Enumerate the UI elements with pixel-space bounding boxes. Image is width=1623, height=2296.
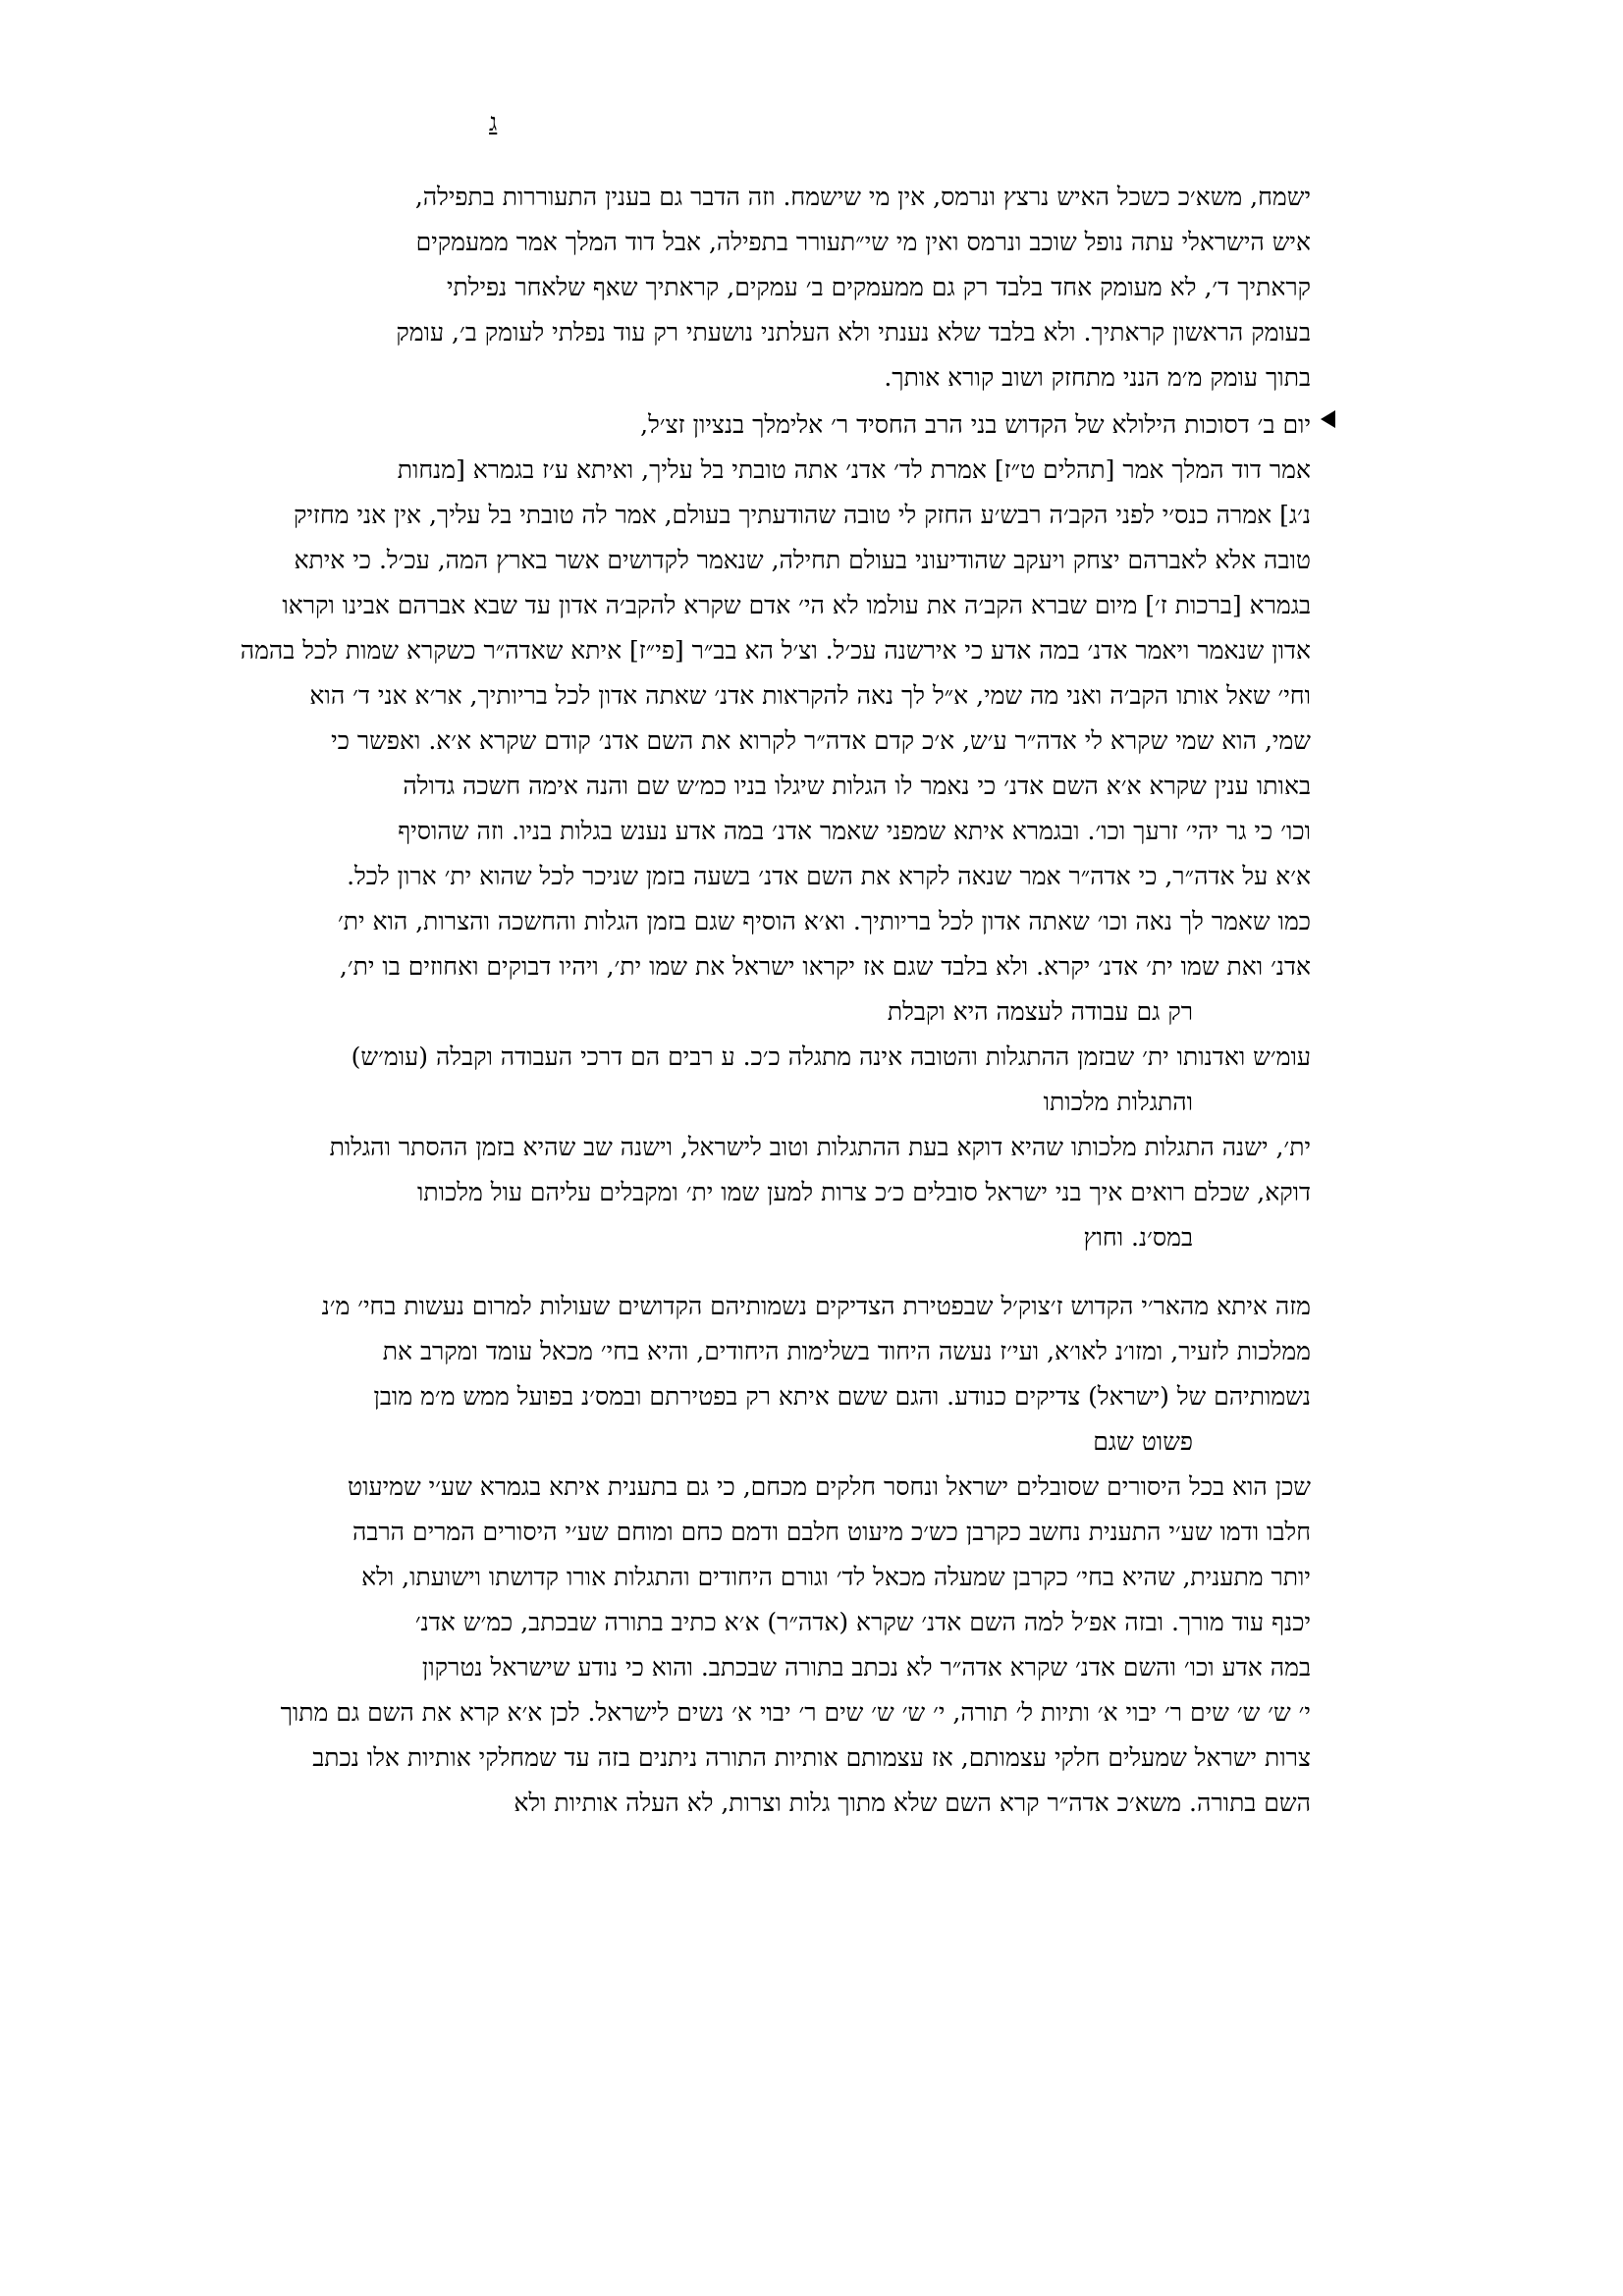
text-line: וכו׳ כי גר יהי׳ זרעך וכו׳. ובגמרא איתא שמפני שאמר אדנ׳ במה אדע נענש בגלות בניו. וזה שהוסיף xyxy=(398,817,1311,845)
inserted-text-line: במס׳נ. וחוץ xyxy=(1083,1223,1193,1252)
text-line: א׳א על אדה״ר, כי אדה״ר אמר שנאה לקרא את השם אדנ׳ בשעה בזמן שניכר לכל שהוא ית׳ ארון לכל. xyxy=(347,862,1311,890)
inserted-text-line: והתגלות מלכותו xyxy=(1043,1088,1193,1116)
text-line: שכן הוא בכל היסורים שסובלים ישראל ונחסר חלקים מכחם, כי גם בתענית איתא בגמרא שע׳י שמיעוט xyxy=(347,1472,1311,1501)
inserted-text-line: פשוט שגם xyxy=(1093,1427,1193,1456)
text-line: איש הישראלי עתה נופל שוכב ונרמס ואין מי שי״תעורר בתפילה, אבל דוד המלך אמר ממעמקים xyxy=(415,228,1311,256)
text-line: בגמרא [ברכות ז׳] מיום שברא הקב׳ה את עולמו לא הי׳ אדם שקרא להקב׳ה אדון עד שבא אברהם אבינו וקראו xyxy=(282,591,1311,619)
text-line: באותו ענין שקרא א׳א השם אדנ׳ כי נאמר לו הגלות שיגלו בניו כמ׳ש שם והנה אימה חשכה גדולה xyxy=(403,772,1311,800)
text-line: קראתיך ד׳, לא מעומק אחד בלבד רק גם ממעמקים ב׳ עמקים, קראתיך שאף שלאחר נפילתי xyxy=(447,273,1311,301)
inserted-text-line: רק גם עבודה לעצמה היא וקבלת xyxy=(887,997,1193,1026)
text-line: בתוך עומק מ׳מ הנני מתחזק ושוב קורא אותך. xyxy=(884,363,1311,392)
text-line: ישמח, משא׳כ כשכל האיש נרצץ ונרמס, אין מי שישמח. וזה הדבר גם בענין התעוררות בתפילה, xyxy=(414,183,1311,211)
text-line: ממלכות לזעיר, ומזו׳נ לאו׳א, ועי׳ז נעשה היחוד בשלימות היחודים, והיא בחי׳ מכאל עומד ומקרב את xyxy=(382,1337,1311,1365)
text-line: חלבו ודמו שע׳י התענית נחשב כקרבן כש׳כ מיעוט חלבם ודמם כחם ומוחם שע׳י היסורים המרים הרבה xyxy=(352,1518,1311,1546)
text-line: אדון שנאמר ויאמר אדנ׳ במה אדע כי אירשנה עכ׳ל. וצ׳ל הא בב״ר [פי״ז] איתא שאדה״ר כשקרא שמות לכל בהמה xyxy=(240,636,1311,665)
text-line: השם בתורה. משא׳כ אדה״ר קרא השם שלא מתוך גלות וצרות, לא העלה אותיות ולא xyxy=(514,1789,1311,1817)
text-line: עומ׳ש ואדנותו ית׳ שבזמן ההתגלות והטובה אינה מתגלה כ׳כ. ע רבים הם דרכי העבודה וקבלה (עומ׳ש) xyxy=(351,1042,1311,1071)
text-line: במה אדע וכו׳ והשם אדנ׳ שקרא אדה״ר לא נכתב בתורה שבכתב. והוא כי נודע שישראל נטרקון xyxy=(421,1653,1311,1682)
text-line: שמי, הוא שמי שקרא לי אדה״ר ע׳ש, א׳כ קדם אדה״ר לקרוא את השם אדנ׳ קודם שקרא א׳א. ואפשר כי xyxy=(331,726,1311,755)
text-line: יכנף עוד מורך. ובזה אפ׳ל למה השם אדנ׳ שקרא (אדה״ר) א׳א כתיב בתורה שבכתב, כמ׳ש אדנ׳ xyxy=(414,1608,1311,1636)
page-number: ג xyxy=(489,108,498,136)
bullet-triangle-icon xyxy=(1321,410,1335,428)
text-line: ית׳, ישנה התגלות מלכותו שהיא דוקא בעת ההתגלות וטוב לישראל, וישנה שב שהיא בזמן ההסתר והגלות xyxy=(329,1133,1311,1161)
text-line: וחי׳ שאל אותו הקב׳ה ואני מה שמי, א״ל לך נאה להקראות אדנ׳ שאתה אדון לכל בריותיך, אר׳א אני ד׳ הוא xyxy=(309,681,1311,710)
text-line: י׳ ש׳ ש׳ שים ר׳ יבוי א׳ ותיות ל׳ תורה, י׳ ש׳ ש׳ שים ר׳ יבוי א׳ נשים לישראל. לכן א׳א קרא את השם גם מתוך xyxy=(280,1698,1311,1727)
paragraph-sukkot xyxy=(240,402,1311,1260)
paragraph-opening xyxy=(396,175,1311,400)
text-line: דוקא, שכלם רואים איך בני ישראל סובלים כ׳כ צרות למען שמו ית׳ ומקבלים עליהם עול מלכותו xyxy=(417,1178,1311,1206)
text-line: צרות ישראל שמעלים חלקי עצמותם, אז עצמותם אותיות התורה ניתנים בזה עד שמחלקי אותיות אלו נכתב xyxy=(312,1743,1311,1772)
text-line: כמו שאמר לך נאה וכו׳ שאתה אדון לכל בריותיך. וא׳א הוסיף שגם בזמן הגלות והחשכה והצרות, הוא ית׳ xyxy=(337,907,1311,935)
text-line: אמר דוד המלך אמר [תהלים ט״ז] אמרת לד׳ אדנ׳ אתה טובתי בל עליך, ואיתא ע׳ז בגמרא [מנחות xyxy=(397,455,1311,484)
section-heading: יום ב׳ דסוכות הילולא של הקדוש בני הרב החסיד ר׳ אלימלך בנציון זצ׳ל, xyxy=(640,410,1311,439)
text-line: אדנ׳ ואת שמו ית׳ אדנ׳ יקרא. ולא בלבד שגם אז יקראו ישראל את שמו ית׳, ויהיו דבוקים ואחוזים בו ית׳, xyxy=(339,952,1311,981)
text-line: מזה איתא מהאר׳י הקדוש ז׳צוק׳ל שבפטירת הצדיקים נשמותיהם הקדושים שעולות למרום נעשות בחי׳ מ׳נ xyxy=(321,1292,1311,1320)
text-line: נ׳ג] אמרה כנס׳י לפני הקב׳ה רבש׳ע החזק לי טובה שהודעתיך בעולם, אמר לה טובתי בל עליך, אין אני מחזיק xyxy=(293,501,1311,529)
text-line: בעומק הראשון קראתיך. ולא בלבד שלא נענתי ולא העלתני נושעתי רק עוד נפלתי לעומק ב׳, עומק xyxy=(396,318,1311,347)
text-line: נשמותיהם של (ישראל) צדיקים כנודע. והגם ששם איתא רק בפטירתם ובמס׳נ בפועל ממש מ׳מ מובן xyxy=(373,1382,1311,1411)
text-line: טובה אלא לאברהם יצחק ויעקב שהודיעוני בעולם תחילה, שנאמר לקדושים אשר בארץ המה, עכ׳ל. כי איתא xyxy=(294,546,1311,574)
text-line: יותר מתענית, שהיא בחי׳ כקרבן שמעלה מכאל לד׳ וגורם היחודים והתגלות אורו קדושתו וישועתו, ולא xyxy=(361,1563,1311,1591)
paragraph-arizal xyxy=(280,1284,1311,1826)
